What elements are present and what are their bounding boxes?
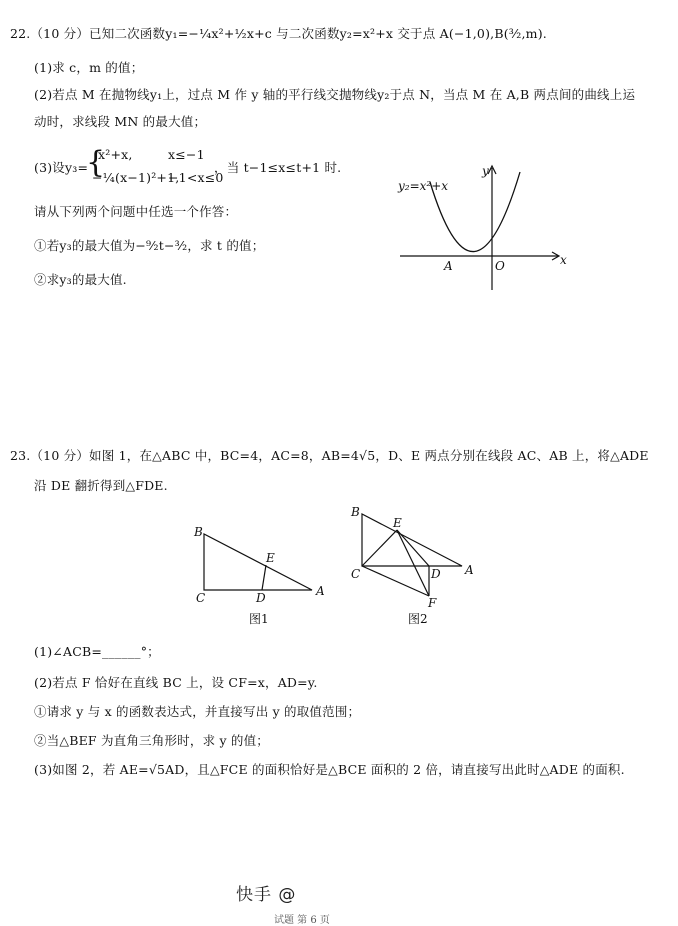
q23-part2: (2)若点 F 恰好在直线 BC 上，设 CF=x，AD=y. <box>34 675 318 690</box>
q22-part3-suffix: ，当 t−1≤x≤t+1 时. <box>214 160 342 175</box>
q22-part2-line1: (2)若点 M 在抛物线y₁上，过点 M 作 y 轴的平行线交抛物线y₂于点 N，当点 M 在 A,B 两点间的曲线上运 <box>34 87 636 102</box>
fig2-label-b: B <box>351 505 360 519</box>
origin-label: O <box>495 259 505 273</box>
fig2-label-f: F <box>428 596 437 610</box>
piece1-expr: x²+x, <box>98 147 133 162</box>
fig1-label-c: C <box>196 591 206 605</box>
piece2-expr: −¼(x−1)²+1, <box>92 170 180 185</box>
figure-1 <box>190 520 330 610</box>
figure-1-caption: 图1 <box>249 612 269 626</box>
fig2-label-e: E <box>393 516 402 530</box>
fig2-label-d: D <box>431 567 441 581</box>
q22-part2-line2: 动时，求线段 MN 的最大值； <box>34 114 207 129</box>
fig2-label-a: A <box>465 563 474 577</box>
segment-ce <box>362 530 397 566</box>
fig1-label-b: B <box>194 525 203 539</box>
brace-icon: { <box>86 145 106 180</box>
q23-header: 23.（10 分）如图 1，在△ABC 中，BC=4，AC=8，AB=4√5，D、E 两点分别在线段 AC、AB 上，将△ADE <box>10 448 649 463</box>
q22-part1: (1)求 c，m 的值； <box>34 60 144 75</box>
piece2-cond: −1<x≤0 <box>168 170 224 185</box>
q23-option2: ②当△BEF 为直角三角形时，求 y 的值； <box>34 733 269 748</box>
watermark-text: 快手 @ <box>236 885 297 905</box>
segment-ed <box>397 530 429 566</box>
q23-header2: 沿 DE 翻折得到△FDE. <box>34 478 168 493</box>
triangle-abc <box>362 514 462 566</box>
segment-de <box>262 565 266 590</box>
fig1-label-e: E <box>266 551 275 565</box>
page-footer: 试题 第 6 页 <box>274 915 330 926</box>
fig1-label-a: A <box>316 584 325 598</box>
x-axis-label: x <box>560 253 567 267</box>
fig2-label-c: C <box>351 567 361 581</box>
q22-choose: 请从下列两个问题中任选一个作答： <box>34 204 238 219</box>
point-a-label: A <box>444 259 453 273</box>
q22-option2: ②求y₃的最大值. <box>34 272 127 287</box>
curve-label: y₂=x²+x <box>398 179 449 193</box>
q23-part3: (3)如图 2，若 AE=√5AD，且△FCE 的面积恰好是△BCE 面积的 2 倍，请直接写出此时△ADE 的面积. <box>34 762 625 777</box>
piece1-cond: x≤−1 <box>168 147 205 162</box>
q22-option1: ①若y₃的最大值为−⁹⁄₂t−³⁄₂，求 t 的值； <box>34 238 265 253</box>
parabola-graph <box>380 158 580 298</box>
fig1-label-d: D <box>256 591 266 605</box>
figure-2 <box>345 500 480 610</box>
q22-header: 22.（10 分）已知二次函数y₁=−¼x²+½x+c 与二次函数y₂=x²+x 交于点 A(−1,0),B(³⁄₂,m). <box>10 26 547 41</box>
triangle-abc <box>204 534 312 590</box>
q22-part3-prefix: (3)设y₃= <box>34 160 89 175</box>
y-axis-label: y <box>482 164 489 178</box>
q23-part1: (1)∠ACB=______°； <box>34 644 160 659</box>
q23-option1: ①请求 y 与 x 的函数表达式，并直接写出 y 的取值范围； <box>34 704 361 719</box>
figure-2-caption: 图2 <box>408 612 428 626</box>
segment-cf <box>362 566 429 596</box>
